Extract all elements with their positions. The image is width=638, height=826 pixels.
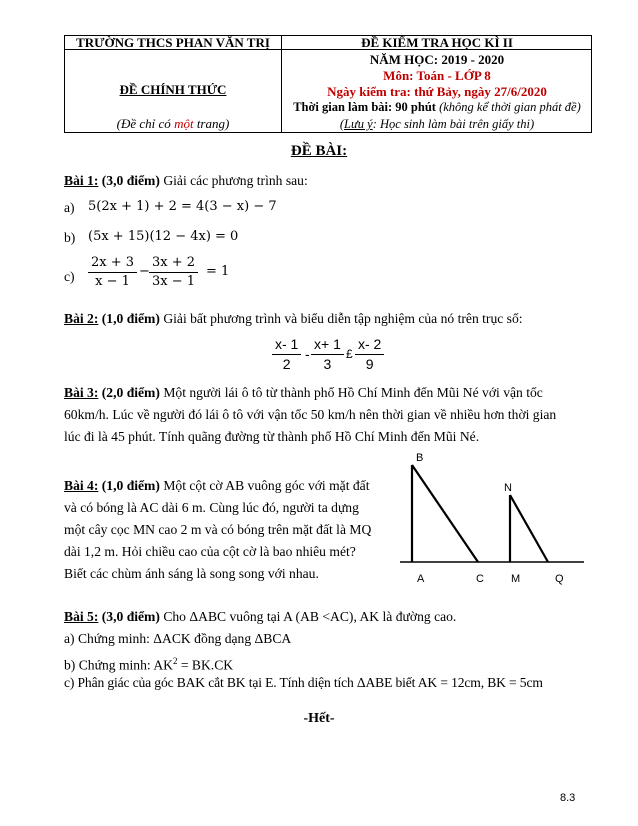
time-italic: (không kể thời gian phát đề)	[435, 100, 581, 114]
label-c: C	[476, 573, 484, 585]
bai5-part-a: a) Chứng minh: ΔACK đồng dạng ΔBCA	[64, 631, 292, 646]
bai2-text: Giải bất phương trình và biểu diễn tập nghiệm của nó trên trục số:	[159, 311, 523, 326]
bai1-a-expression: 5(2x + 1) + 2 = 4(3 − x) − 7	[88, 199, 277, 214]
fraction-numerator: 2x + 3	[91, 255, 135, 270]
bai4-figure	[400, 445, 592, 595]
fraction-denominator: 2	[282, 356, 291, 372]
fraction-denominator: 3x − 1	[152, 274, 196, 289]
bai5-b-prefix: b) Chứng minh: AK	[64, 657, 173, 673]
subject: Môn: Toán - LỚP 8	[383, 68, 491, 83]
bai3-line-2: 60km/h. Lúc về người đó lái ô tô với vận tốc 50 km/h nên thời gian về nhiều hơn thời gian	[64, 407, 557, 422]
bai1-text: Giải các phương trình sau:	[159, 173, 308, 188]
exam-date: Ngày kiểm tra: thứ Bảy, ngày 27/6/2020	[327, 84, 547, 99]
school-name: TRƯỜNG THCS PHAN VĂN TRỊ	[76, 35, 270, 50]
bai2-minus: -	[305, 346, 310, 362]
light-ray-nq	[510, 495, 548, 562]
bai1-heading	[64, 170, 308, 192]
bai3-line-1	[64, 382, 592, 404]
page-title	[0, 143, 638, 160]
bai1-label: Bài 1:	[64, 173, 99, 188]
bai4-line-1	[64, 475, 370, 497]
bai5-heading	[64, 606, 456, 628]
bai2-label: Bài 2:	[64, 311, 99, 326]
bai5-b-superscript: 2	[172, 656, 178, 666]
fraction-numerator: x- 2	[358, 336, 382, 352]
bai3-line-3: lúc đi là 45 phút. Tính quãng đường từ thành phố Hồ Chí Minh đến Mũi Né.	[64, 429, 480, 444]
bai4-line-4: dài 1,2 m. Hỏi chiều cao của cột cờ là bao nhiêu mét?	[64, 544, 356, 559]
page-title-text: ĐỀ BÀI:	[290, 143, 348, 159]
bai2-leq-symbol: £	[346, 347, 353, 361]
bai4-line-2: và có bóng là AC dài 6 m. Cùng lúc đó, người ta dựng	[64, 500, 359, 515]
page-number: 8.3	[560, 792, 576, 804]
bai2-fraction-1	[272, 336, 301, 372]
header-table	[64, 35, 592, 133]
bai5-label: Bài 5:	[64, 609, 99, 624]
bai3-label: Bài 3:	[64, 385, 99, 400]
note-prefix: (Đề chỉ có	[116, 116, 175, 131]
bai4-points: (1,0 điểm)	[98, 478, 160, 493]
bai4-line-5: Biết các chùm ánh sáng là song song với nhau.	[64, 566, 319, 581]
fraction-bar	[88, 272, 137, 273]
label-b: B	[416, 452, 424, 464]
bai4-label: Bài 4:	[64, 478, 99, 493]
end-marker: -Hết-	[303, 711, 335, 726]
bai2-heading	[64, 308, 523, 330]
school-year: NĂM HỌC: 2019 - 2020	[369, 52, 505, 67]
bai3-points: (2,0 điểm)	[98, 385, 160, 400]
bai5-points: (3,0 điểm)	[98, 609, 160, 624]
notice: (Lưu ý: Học sinh làm bài trên giấy thi)	[339, 117, 535, 131]
fraction-numerator: x- 1	[275, 336, 299, 352]
fraction-bar	[272, 354, 301, 355]
label-q: Q	[555, 573, 564, 585]
bai2-fraction-3	[355, 336, 384, 372]
bai1-points: (3,0 điểm)	[98, 173, 160, 188]
official-label	[65, 82, 281, 98]
exam-time	[281, 100, 593, 115]
fraction-bar	[355, 354, 384, 355]
time-bold: Thời gian làm bài: 90 phút	[293, 100, 436, 114]
bai1-c-label: c)	[64, 269, 75, 284]
official-text: ĐỀ CHÍNH THỨC	[119, 82, 227, 97]
bai1-c-fraction-2	[149, 255, 198, 289]
label-m: M	[511, 573, 521, 585]
bai1-b-label: b)	[64, 230, 76, 245]
notice-underlined: Lưu ý	[344, 117, 373, 131]
fraction-bar	[149, 272, 198, 273]
fraction-denominator: 9	[365, 356, 374, 372]
bai1-a-label: a)	[64, 200, 75, 215]
bai1-c-equals: = 1	[206, 264, 230, 279]
bai1-c-fraction-1	[88, 255, 137, 289]
bai5-part-c: c) Phân giác của góc BAK cắt BK tại E. Tính diện tích ΔABE biết AK = 12cm, BK = 5cm	[64, 675, 543, 690]
bai5-text: Cho ΔABC vuông tại A (AB <AC), AK là đường cao.	[159, 609, 457, 624]
bai3-text-1: Một người lái ô tô từ thành phố Hồ Chí Minh đến Mũi Né với vận tốc	[159, 385, 543, 400]
bai4-text-1: Một cột cờ AB vuông góc với mặt đất	[159, 478, 370, 493]
bai2-fraction-2	[311, 336, 344, 372]
notice-rest: : Học sinh làm bài trên giấy thi)	[372, 117, 535, 131]
bai5-b-suffix: = BK.CK	[177, 657, 234, 673]
note-red: một	[174, 116, 194, 131]
label-n: N	[504, 482, 512, 494]
fraction-bar	[311, 354, 344, 355]
label-a: A	[417, 573, 425, 585]
bai1-c-minus: −	[139, 264, 150, 279]
light-ray-bc	[412, 465, 478, 562]
bai4-line-3: một cây cọc MN cao 2 m và có bóng trên mặt đất là MQ	[64, 522, 372, 537]
page-count-note	[65, 116, 281, 132]
note-suffix: trang)	[193, 116, 230, 131]
bai1-b-expression: (5x + 15)(12 − 4x) = 0	[88, 229, 239, 244]
fraction-numerator: 3x + 2	[152, 255, 196, 270]
bai2-points: (1,0 điểm)	[98, 311, 160, 326]
fraction-numerator: x+ 1	[314, 336, 341, 352]
fraction-denominator: 3	[323, 356, 332, 372]
exam-title: ĐỀ KIỂM TRA HỌC KÌ II	[361, 35, 513, 50]
fraction-denominator: x − 1	[95, 274, 130, 289]
